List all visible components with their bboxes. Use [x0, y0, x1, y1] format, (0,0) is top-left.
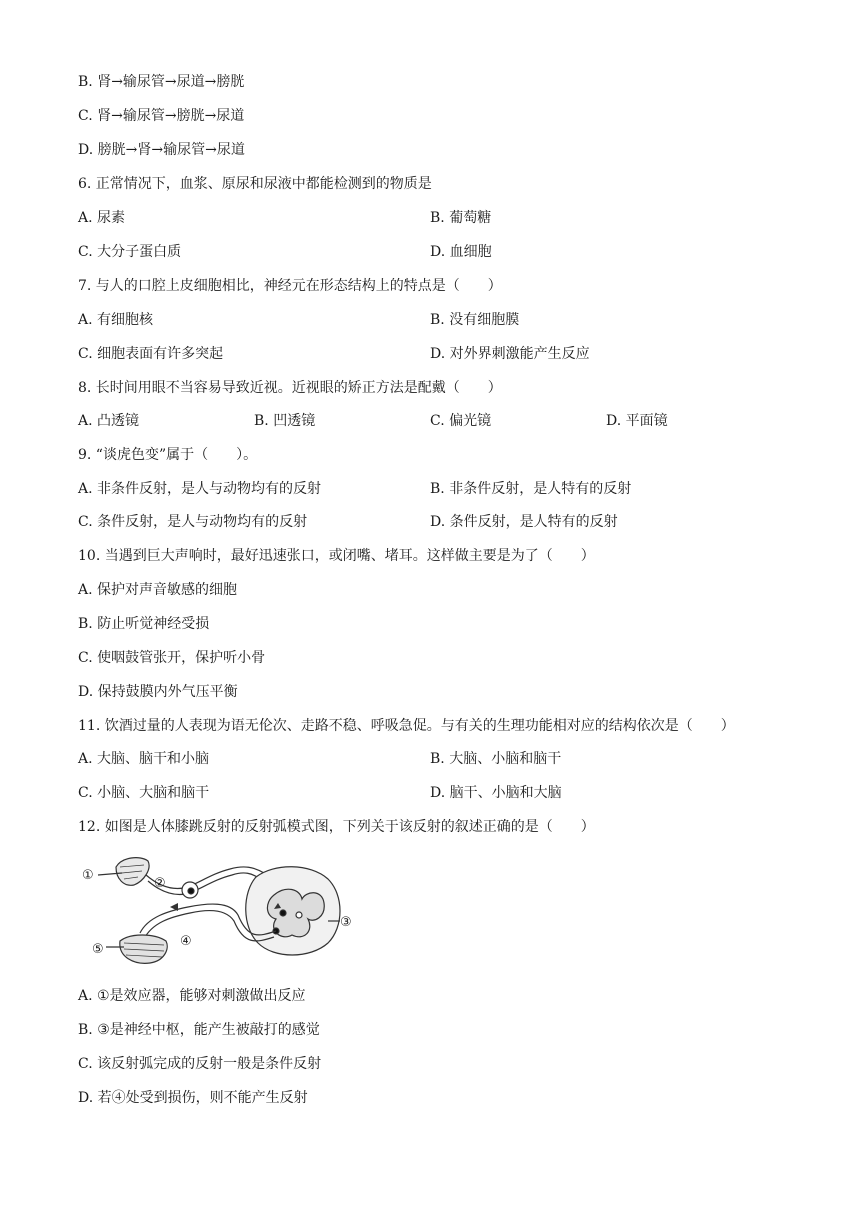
q11-option-d: D. 脑干、小脑和大脑	[430, 785, 562, 801]
q12-stem: 12. 如图是人体膝跳反射的反射弧模式图，下列关于该反射的叙述正确的是（ ）	[78, 819, 595, 835]
q5-option-d: D. 膀胱→肾→输尿管→尿道	[78, 142, 245, 158]
q7-stem: 7. 与人的口腔上皮细胞相比，神经元在形态结构上的特点是（ ）	[78, 278, 502, 294]
q9-option-d: D. 条件反射，是人特有的反射	[430, 514, 618, 530]
q11-option-a: A. 大脑、脑干和小脑	[78, 751, 210, 767]
q8-stem: 8. 长时间用眼不当容易导致近视。近视眼的矫正方法是配戴（ ）	[78, 380, 502, 396]
diagram-label-4: ④	[180, 934, 192, 949]
q6-option-d: D. 血细胞	[430, 244, 492, 260]
q7-option-c: C. 细胞表面有许多突起	[78, 346, 224, 362]
diagram-label-5: ⑤	[92, 942, 104, 957]
q12-option-b: B. ③是神经中枢，能产生被敲打的感觉	[78, 1022, 320, 1038]
q8-option-c: C. 偏光镜	[430, 413, 492, 429]
receptor-shape	[116, 858, 149, 886]
q6-stem: 6. 正常情况下，血浆、原尿和尿液中都能检测到的物质是	[78, 176, 432, 192]
q9-stem: 9. “谈虎色变”属于（ ）。	[78, 447, 258, 463]
q6-option-c: C. 大分子蛋白质	[78, 244, 182, 260]
q12-option-d: D. 若④处受到损伤，则不能产生反射	[78, 1090, 308, 1106]
q5-option-b: B. 肾→输尿管→尿道→膀胱	[78, 74, 245, 90]
q9-option-b: B. 非条件反射，是人特有的反射	[430, 481, 632, 497]
q11-option-b: B. 大脑、小脑和脑干	[430, 751, 562, 767]
q11-option-c: C. 小脑、大脑和脑干	[78, 785, 210, 801]
q9-option-a: A. 非条件反射，是人与动物均有的反射	[78, 481, 322, 497]
q5-option-c: C. 肾→输尿管→膀胱→尿道	[78, 108, 245, 124]
diagram-label-3: ③	[340, 915, 352, 930]
q11-stem: 11. 饮酒过量的人表现为语无伦次、走路不稳、呼吸急促。与有关的生理功能相对应的结构依次是（ ）	[78, 718, 735, 734]
q7-option-d: D. 对外界刺激能产生反应	[430, 346, 590, 362]
q6-option-b: B. 葡萄糖	[430, 210, 492, 226]
q10-option-d: D. 保持鼓膜内外气压平衡	[78, 684, 238, 700]
diagram-label-2: ②	[154, 876, 166, 891]
diagram-label-1: ①	[82, 868, 94, 883]
q10-option-b: B. 防止听觉神经受损	[78, 616, 210, 632]
q12-option-c: C. 该反射弧完成的反射一般是条件反射	[78, 1056, 322, 1072]
q7-option-a: A. 有细胞核	[78, 312, 154, 328]
q10-option-a: A. 保护对声音敏感的细胞	[78, 582, 238, 598]
q7-option-b: B. 没有细胞膜	[430, 312, 520, 328]
q8-option-a: A. 凸透镜	[78, 413, 140, 429]
q10-stem: 10. 当遇到巨大声响时，最好迅速张口，或闭嘴、堵耳。这样做主要是为了（ ）	[78, 548, 595, 564]
q12-option-a: A. ①是效应器，能够对刺激做出反应	[78, 988, 306, 1004]
q6-option-a: A. 尿素	[78, 210, 126, 226]
q8-option-b: B. 凹透镜	[254, 413, 316, 429]
q9-option-c: C. 条件反射，是人与动物均有的反射	[78, 514, 308, 530]
q8-option-d: D. 平面镜	[606, 413, 668, 429]
q10-option-c: C. 使咽鼓管张开，保护听小骨	[78, 650, 266, 666]
reflex-arc-diagram	[78, 845, 358, 970]
